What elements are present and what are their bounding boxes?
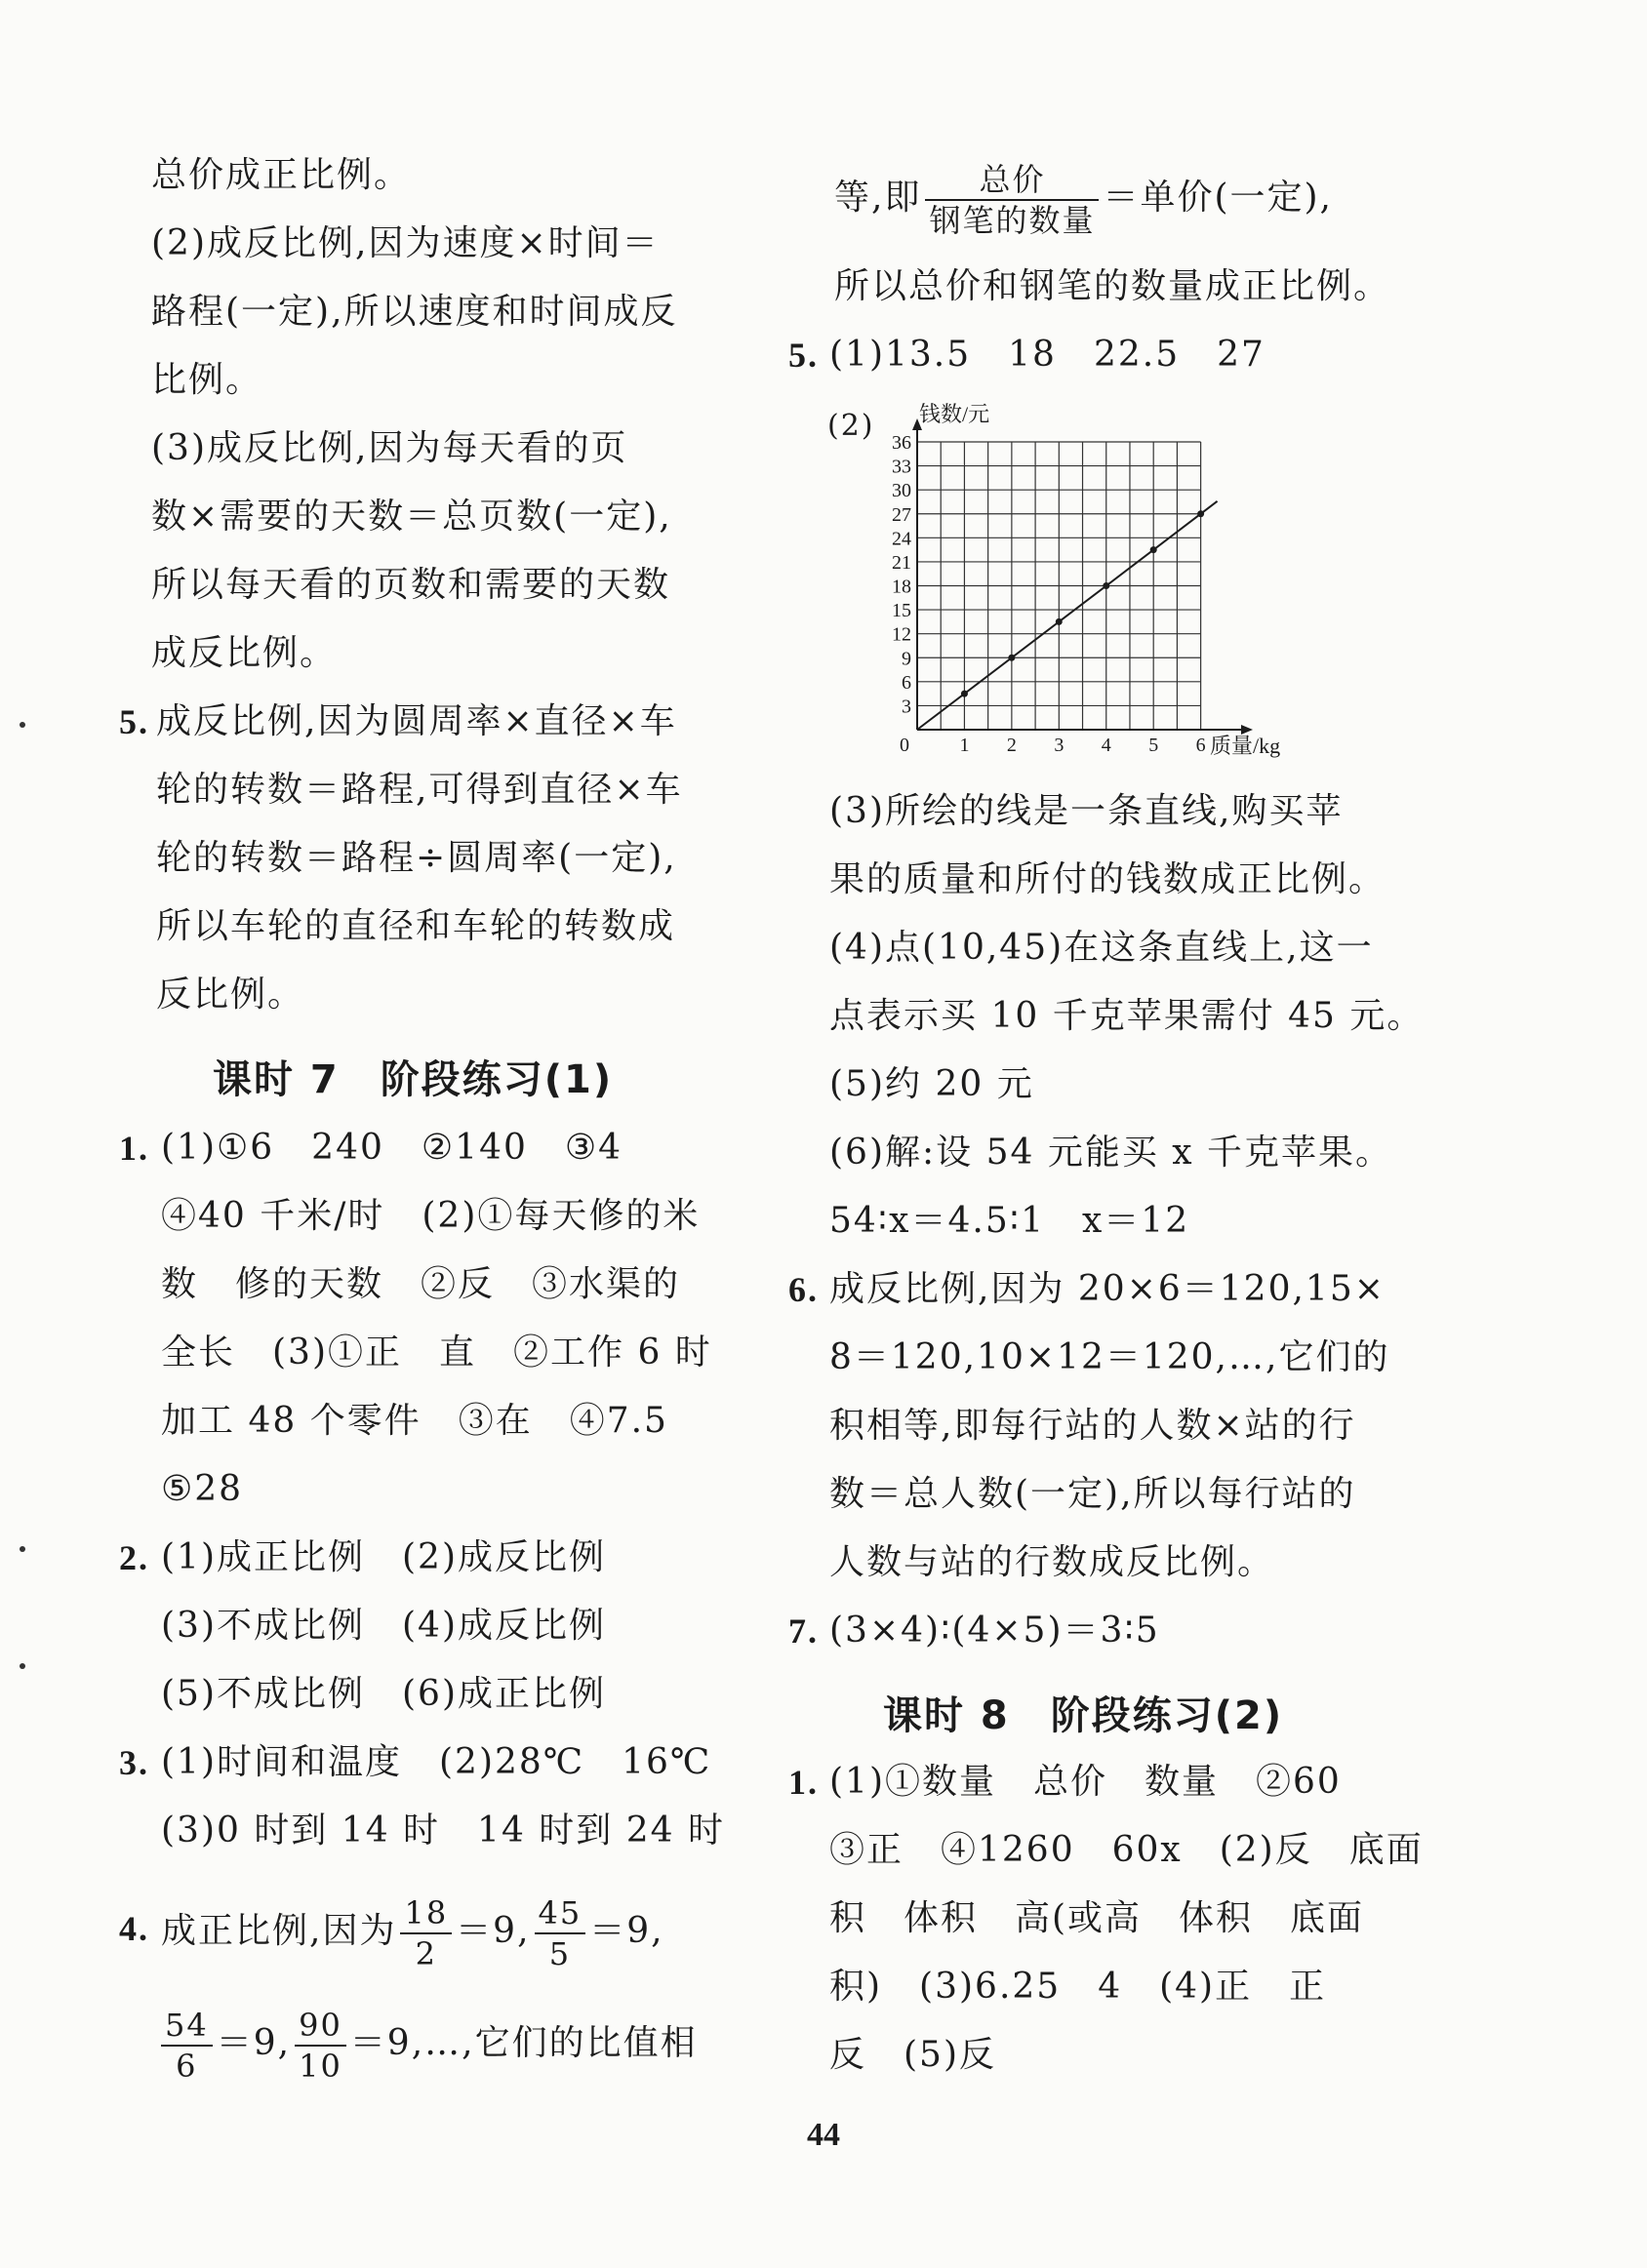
x-tick-label: 5 bbox=[1148, 735, 1159, 756]
text-line-fraction bbox=[161, 1888, 664, 1975]
question-number: 4. bbox=[119, 1909, 149, 1948]
text-line: (5)不成比例 (6)成正比例 bbox=[161, 1674, 606, 1714]
x-tick-label: 1 bbox=[959, 735, 970, 756]
text-line: (2)成反比例,因为速度×时间＝ bbox=[151, 223, 660, 263]
text-line: 8＝120,10×12＝120,…,它们的 bbox=[829, 1337, 1390, 1377]
fraction-denominator: 钢笔的数量 bbox=[925, 199, 1099, 236]
x-tick-label: 2 bbox=[1006, 735, 1017, 756]
text-line: (1)13.5 18 22.5 27 bbox=[829, 335, 1265, 375]
text-line: 反 (5)反 bbox=[829, 2035, 996, 2075]
data-point bbox=[1056, 618, 1063, 625]
text-line: 点表示买 10 千克苹果需付 45 元。 bbox=[829, 996, 1425, 1036]
text-line: 轮的转数＝路程,可得到直径×车 bbox=[156, 770, 683, 810]
text-span: ＝9, bbox=[589, 1911, 664, 1951]
text-line: 积相等,即每行站的人数×站的行 bbox=[829, 1406, 1356, 1446]
text-line: 数 修的天数 ②反 ③水渠的 bbox=[161, 1264, 681, 1304]
text-line: 积) (3)6.25 4 (4)正 正 bbox=[829, 1967, 1327, 2007]
text-line: 总价成正比例。 bbox=[151, 155, 412, 195]
x-tick-label: 0 bbox=[900, 735, 909, 756]
text-span: 成正比例,因为 bbox=[161, 1911, 397, 1951]
fraction-denominator: 5 bbox=[535, 1932, 586, 1970]
fraction-denominator: 6 bbox=[161, 2045, 213, 2082]
text-line: (1)①6 240 ②140 ③4 bbox=[161, 1128, 623, 1168]
x-tick-label: 6 bbox=[1195, 735, 1206, 756]
fraction-numerator: 90 bbox=[299, 2007, 342, 2044]
fraction bbox=[161, 2007, 213, 2085]
text-line: 积 体积 高(或高 体积 底面 bbox=[829, 1898, 1365, 1938]
text-line: 加工 48 个零件 ③在 ④7.5 bbox=[161, 1401, 668, 1441]
data-point bbox=[1103, 582, 1109, 589]
fraction-numerator: 18 bbox=[404, 1894, 449, 1931]
question-number: 5. bbox=[119, 702, 149, 741]
x-tick-label: 4 bbox=[1101, 735, 1111, 756]
fraction-numerator: 总价 bbox=[979, 161, 1046, 198]
text-line: 54∶x＝4.5∶1 x＝12 bbox=[829, 1201, 1190, 1241]
fraction-denominator: 2 bbox=[400, 1932, 452, 1970]
y-tick-label: 6 bbox=[902, 671, 911, 694]
text-line: (1)成正比例 (2)成反比例 bbox=[161, 1537, 606, 1577]
text-line: 所以每天看的页数和需要的天数 bbox=[151, 565, 671, 605]
data-point bbox=[1150, 546, 1157, 553]
text-line: (3×4)∶(4×5)＝3∶5 bbox=[829, 1611, 1160, 1651]
chart-ticks bbox=[892, 432, 1206, 756]
y-tick-label: 18 bbox=[892, 576, 911, 598]
text-line: (6)解:设 54 元能买 x 千克苹果。 bbox=[829, 1133, 1393, 1173]
data-point bbox=[1197, 510, 1204, 517]
data-point bbox=[961, 691, 968, 697]
text-line: 成反比例,因为 20×6＝120,15× bbox=[829, 1269, 1386, 1309]
fraction-numerator: 45 bbox=[538, 1894, 582, 1931]
fraction-denominator: 10 bbox=[295, 2045, 346, 2082]
text-line: 数＝总人数(一定),所以每行站的 bbox=[829, 1474, 1356, 1514]
text-line: (4)点(10,45)在这条直线上,这一 bbox=[829, 928, 1374, 968]
text-line: ④40 千米/时 (2)①每天修的米 bbox=[161, 1196, 701, 1236]
y-tick-label: 24 bbox=[892, 528, 911, 550]
text-span: ＝9, bbox=[456, 1911, 531, 1951]
section-heading: 课时 7 阶段练习(1) bbox=[213, 1057, 614, 1102]
text-line: 人数与站的行数成反比例。 bbox=[829, 1542, 1275, 1582]
text-span: ＝9, bbox=[216, 2023, 292, 2063]
fraction bbox=[925, 161, 1099, 239]
text-line: (1)①数量 总价 数量 ②60 bbox=[829, 1762, 1342, 1802]
y-tick-label: 15 bbox=[892, 600, 911, 622]
fraction bbox=[535, 1894, 586, 1972]
text-line: (3)0 时到 14 时 14 时到 24 时 bbox=[161, 1810, 725, 1850]
y-axis-label: 钱数/元 bbox=[919, 402, 990, 426]
fraction bbox=[295, 2007, 346, 2085]
text-line: 成反比例,因为圆周率×直径×车 bbox=[156, 701, 677, 741]
x-tick-label: 3 bbox=[1054, 735, 1065, 756]
sub-label: (2) bbox=[827, 409, 875, 443]
text-line: (3)所绘的线是一条直线,购买苹 bbox=[829, 791, 1344, 831]
text-line: 路程(一定),所以速度和时间成反 bbox=[151, 292, 678, 332]
y-tick-label: 27 bbox=[892, 503, 911, 526]
margin-mark bbox=[20, 1663, 25, 1669]
y-tick-label: 30 bbox=[892, 480, 911, 502]
text-line: 成反比例。 bbox=[151, 633, 338, 673]
y-tick-label: 12 bbox=[892, 623, 911, 646]
question-number: 1. bbox=[119, 1129, 149, 1168]
data-point bbox=[1008, 655, 1015, 661]
text-line: (5)约 20 元 bbox=[829, 1064, 1034, 1104]
text-line: 果的质量和所付的钱数成正比例。 bbox=[829, 859, 1386, 899]
y-tick-label: 21 bbox=[892, 551, 911, 574]
chart-series bbox=[917, 501, 1218, 730]
question-number: 2. bbox=[119, 1538, 149, 1577]
line-chart bbox=[868, 400, 1317, 771]
question-number: 6. bbox=[788, 1270, 819, 1309]
x-axis-label: 质量/kg bbox=[1210, 734, 1281, 758]
y-tick-label: 36 bbox=[892, 432, 911, 454]
margin-mark bbox=[20, 722, 25, 728]
question-number: 1. bbox=[788, 1763, 819, 1802]
text-line: (3)成反比例,因为每天看的页 bbox=[151, 428, 628, 468]
y-tick-label: 9 bbox=[902, 648, 911, 670]
question-number: 5. bbox=[788, 336, 819, 375]
text-line: (1)时间和温度 (2)28℃ 16℃ bbox=[161, 1742, 712, 1782]
text-line: 反比例。 bbox=[156, 975, 305, 1015]
text-line: ⑤28 bbox=[161, 1469, 244, 1509]
text-line: 所以车轮的直径和车轮的转数成 bbox=[156, 906, 676, 946]
text-span: 等,即 bbox=[834, 178, 922, 218]
chart-grid bbox=[917, 442, 1201, 730]
text-line: 轮的转数＝路程÷圆周率(一定), bbox=[156, 838, 677, 878]
text-line: 全长 (3)①正 直 ②工作 6 时 bbox=[161, 1333, 712, 1373]
text-line: (3)不成比例 (4)成反比例 bbox=[161, 1606, 606, 1646]
text-line: ③正 ④1260 60x (2)反 底面 bbox=[829, 1830, 1424, 1870]
section-heading: 课时 8 阶段练习(2) bbox=[883, 1693, 1284, 1738]
y-tick-label: 33 bbox=[892, 456, 911, 478]
text-line: 比例。 bbox=[151, 360, 263, 400]
text-span: ＝单价(一定), bbox=[1103, 178, 1334, 218]
text-line-fraction bbox=[834, 154, 1333, 242]
text-line: 数×需要的天数＝总页数(一定), bbox=[151, 497, 672, 537]
text-line-fraction bbox=[161, 2000, 698, 2088]
y-tick-label: 3 bbox=[902, 696, 911, 718]
question-number: 7. bbox=[788, 1611, 819, 1651]
page-number: 44 bbox=[807, 2117, 840, 2153]
margin-mark bbox=[20, 1546, 25, 1552]
fraction-numerator: 54 bbox=[165, 2007, 209, 2044]
question-number: 3. bbox=[119, 1743, 149, 1782]
fraction bbox=[400, 1894, 452, 1972]
text-line: 所以总价和钢笔的数量成正比例。 bbox=[834, 266, 1391, 306]
text-span: ＝9,…,它们的比值相 bbox=[349, 2023, 698, 2063]
